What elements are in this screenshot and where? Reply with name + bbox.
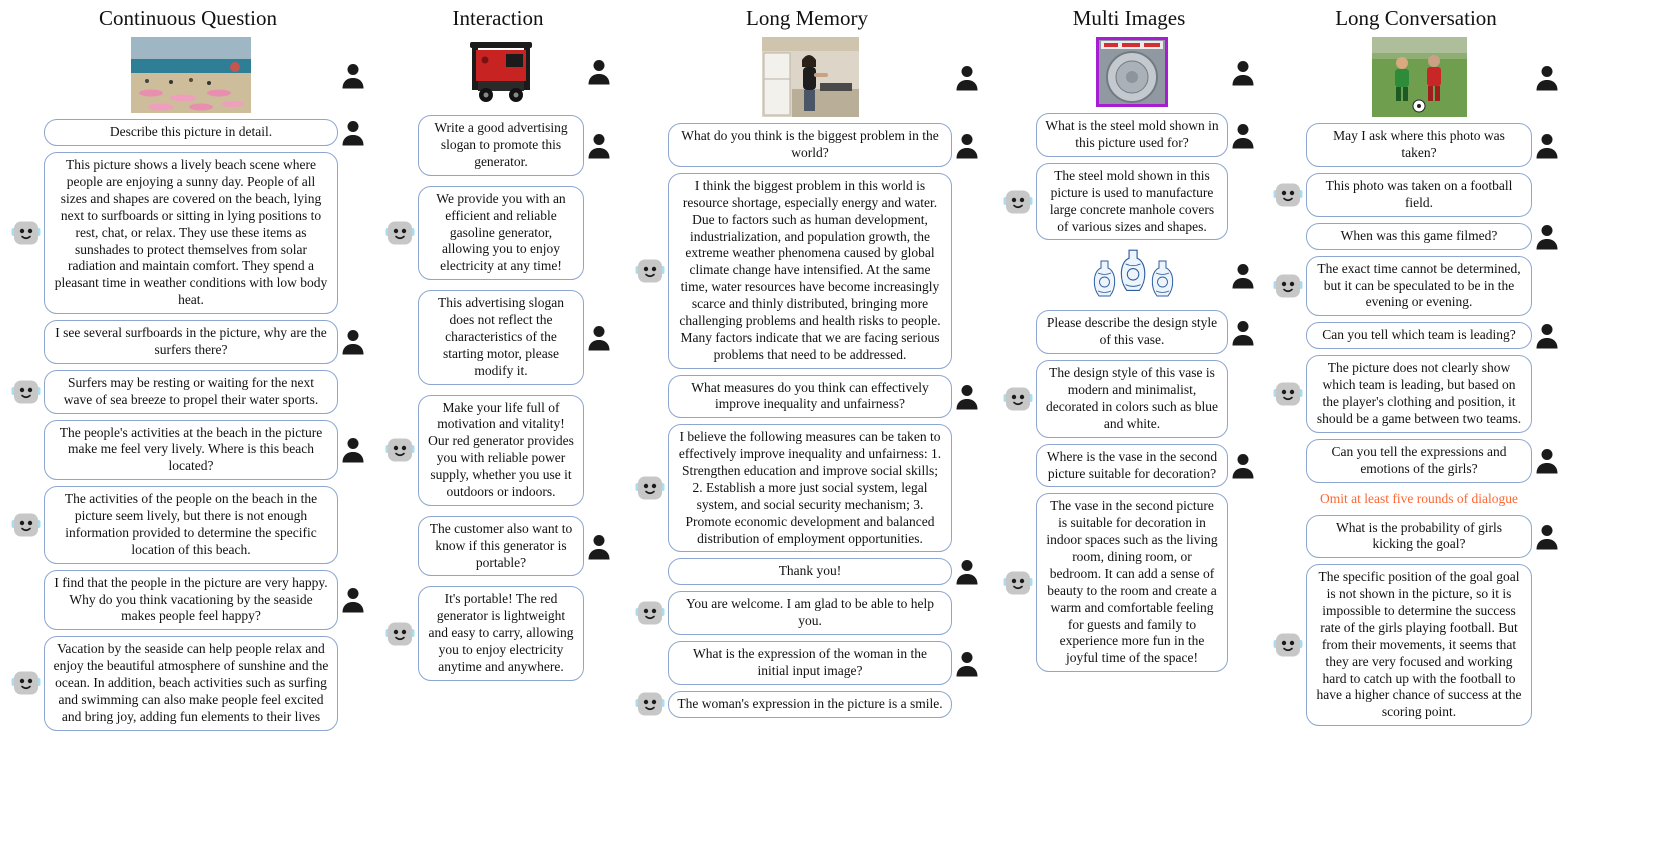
user-message-bubble: This advertising slogan does not reflect the characteristics of the starting motor, please modify it. xyxy=(418,290,584,384)
chat-row xyxy=(1000,360,1258,438)
chat-row xyxy=(632,173,982,369)
robot-icon xyxy=(11,512,41,538)
column-title: Long Memory xyxy=(746,6,868,30)
chat-row xyxy=(382,115,614,176)
chat-row xyxy=(8,636,368,730)
user-icon xyxy=(1535,523,1559,550)
user-icon xyxy=(1231,122,1255,149)
chat-row xyxy=(632,123,982,167)
user-icon xyxy=(1535,447,1559,474)
robot-icon xyxy=(1003,570,1033,596)
user-icon xyxy=(341,62,365,89)
chat-row xyxy=(1000,493,1258,672)
chat-row xyxy=(632,424,982,552)
chat-row xyxy=(1270,515,1562,559)
assistant-message-bubble: This picture shows a lively beach scene where people are enjoying a sunny day. People of all sizes and shapes are covered on the beach, lying next to surfboards or sitting in lying positions to rest, chat, or relax. They use these items as sunshades to protect themselves from solar radiation and maintain comfort. They spend a pleasant time in weather conditions with low body heat. xyxy=(44,152,338,314)
user-icon xyxy=(1535,64,1559,91)
image-row xyxy=(1270,37,1562,117)
assistant-message-bubble: The specific position of the goal goal is not shown in the picture, so it is impossible to determine the success rate of the girls playing football. But from their movements, it seems that they are very focused and working hard to catch up with the football to have a higher chance of success at the scoring point. xyxy=(1306,564,1532,726)
user-message-bubble: What is the expression of the woman in the initial input image? xyxy=(668,641,952,685)
user-icon xyxy=(587,58,611,85)
chat-row xyxy=(382,516,614,577)
user-message-bubble: Can you tell the expressions and emotions of the girls? xyxy=(1306,439,1532,483)
chat-row xyxy=(382,186,614,280)
user-icon xyxy=(341,328,365,355)
chat-row xyxy=(1270,223,1562,250)
chat-row xyxy=(1270,123,1562,167)
chat-row xyxy=(8,370,368,414)
chat-row xyxy=(632,641,982,685)
chat-row xyxy=(382,290,614,384)
user-icon xyxy=(1231,262,1255,289)
assistant-message-bubble: The vase in the second picture is suitable for decoration in indoor spaces such as the living room, dining room, or bedroom. It can add a sense of beauty to the room and create a warm and comfortable feeling for guests and family to experience more fun in the joyful time of the space! xyxy=(1036,493,1228,672)
chat-row xyxy=(382,395,614,506)
robot-icon xyxy=(1273,632,1303,658)
chat-row xyxy=(8,420,368,481)
user-icon xyxy=(955,383,979,410)
generator-photo xyxy=(462,37,540,105)
robot-icon xyxy=(635,258,665,284)
user-icon xyxy=(1535,223,1559,250)
user-icon xyxy=(1535,322,1559,349)
robot-icon xyxy=(1273,182,1303,208)
chat-row xyxy=(1270,564,1562,726)
assistant-message-bubble: Surfers may be resting or waiting for the next wave of sea breeze to propel their water sports. xyxy=(44,370,338,414)
image-row xyxy=(1000,37,1258,107)
chat-row xyxy=(1270,439,1562,483)
assistant-message-bubble: The woman's expression in the picture is a smile. xyxy=(668,691,952,718)
user-message-bubble: May I ask where this photo was taken? xyxy=(1306,123,1532,167)
user-message-bubble: Thank you! xyxy=(668,558,952,585)
robot-icon xyxy=(635,691,665,717)
robot-icon xyxy=(1273,381,1303,407)
robot-icon xyxy=(385,220,415,246)
chat-row xyxy=(632,691,982,718)
user-icon xyxy=(955,64,979,91)
user-message-bubble: Describe this picture in detail. xyxy=(44,119,338,146)
robot-icon xyxy=(1003,189,1033,215)
chat-row xyxy=(632,375,982,419)
column-continuous-question xyxy=(8,4,368,737)
user-icon xyxy=(341,586,365,613)
robot-icon xyxy=(385,621,415,647)
assistant-message-bubble: The picture does not clearly show which team is leading, but based on the player's clothing and position, it should be a game between two teams. xyxy=(1306,355,1532,433)
user-message-bubble: Write a good advertising slogan to promote this generator. xyxy=(418,115,584,176)
chat-row xyxy=(632,558,982,585)
assistant-message-bubble: It's portable! The red generator is lightweight and easy to carry, allowing you to enjoy electricity anytime and anywhere. xyxy=(418,586,584,680)
column-long-conversation xyxy=(1270,4,1562,732)
robot-icon xyxy=(11,670,41,696)
assistant-message-bubble: Make your life full of motivation and vitality! Our red generator provides you with reliable power supply, whether you use it outdoors or indoors. xyxy=(418,395,584,506)
assistant-message-bubble: The design style of this vase is modern and minimalist, decorated in colors such as blue and white. xyxy=(1036,360,1228,438)
user-icon xyxy=(587,324,611,351)
user-icon xyxy=(341,119,365,146)
robot-icon xyxy=(11,220,41,246)
chat-row xyxy=(1270,256,1562,317)
robot-icon xyxy=(635,600,665,626)
robot-icon xyxy=(11,379,41,405)
user-message-bubble: The people's activities at the beach in the picture make me feel very lively. Where is this beach located? xyxy=(44,420,338,481)
robot-icon xyxy=(1273,273,1303,299)
assistant-message-bubble: You are welcome. I am glad to be able to help you. xyxy=(668,591,952,635)
chat-row xyxy=(632,591,982,635)
assistant-message-bubble: Vacation by the seaside can help people relax and enjoy the beautiful atmosphere of sunshine and the ocean. In addition, beach activities such as surfing and swimming can also make people feel excited and bring joy, adding fun elements to their lives xyxy=(44,636,338,730)
robot-icon xyxy=(635,475,665,501)
assistant-message-bubble: I believe the following measures can be taken to effectively improve inequality and unfairness: 1. Strengthen education and improve social skills; 2. Establish a more just social system, legal system, and social security mechanism; 3. Promote economic development and balanced distribution of employment opportunities. xyxy=(668,424,952,552)
user-message-bubble: I see several surfboards in the picture, why are the surfers there? xyxy=(44,320,338,364)
assistant-message-bubble: I think the biggest problem in this world is resource shortage, especially energy and water. Due to factors such as human development, industrialization, and population growth, the extreme weather phenomena caused by global climate change have intensified. At the same time, water resources have become increasingly scarce and thinly distributed, bringing more challenging problems and health risks to people. Many factors indicate that we are facing serious problems that need to be addressed. xyxy=(668,173,952,369)
user-message-bubble: I find that the people in the picture are very happy. Why do you think vacationing by the seaside makes people feel happy? xyxy=(44,570,338,631)
user-icon xyxy=(1231,59,1255,86)
omitted-dialogue-note: Omit at least five rounds of dialogue xyxy=(1320,490,1518,506)
image-row xyxy=(8,37,368,113)
chat-row xyxy=(1000,444,1258,488)
user-message-bubble: When was this game filmed? xyxy=(1306,223,1532,250)
robot-icon xyxy=(1003,386,1033,412)
user-icon xyxy=(587,132,611,159)
assistant-message-bubble: The steel mold shown in this picture is used to manufacture large concrete manhole covers of various sizes and shapes. xyxy=(1036,163,1228,241)
omitted-dialogue-note-row xyxy=(1270,489,1562,509)
assistant-message-bubble: The exact time cannot be determined, but it can be speculated to be in the evening or evening. xyxy=(1306,256,1532,317)
assistant-message-bubble: This photo was taken on a football field. xyxy=(1306,173,1532,217)
user-icon xyxy=(1535,132,1559,159)
column-title: Multi Images xyxy=(1072,6,1186,30)
user-icon xyxy=(587,533,611,560)
column-interaction xyxy=(382,4,614,691)
kitchen-photo xyxy=(762,37,859,117)
image-row xyxy=(632,37,982,117)
chat-row xyxy=(8,570,368,631)
steel-mold-photo xyxy=(1096,37,1168,107)
chat-row xyxy=(8,152,368,314)
chat-row xyxy=(1270,322,1562,349)
user-message-bubble: What is the steel mold shown in this picture used for? xyxy=(1036,113,1228,157)
robot-icon xyxy=(385,437,415,463)
user-message-bubble: The customer also want to know if this generator is portable? xyxy=(418,516,584,577)
column-title: Interaction xyxy=(452,6,544,30)
image-row xyxy=(1000,246,1258,304)
user-message-bubble: Where is the vase in the second picture suitable for decoration? xyxy=(1036,444,1228,488)
user-icon xyxy=(1231,452,1255,479)
football-photo xyxy=(1372,37,1467,117)
image-row xyxy=(382,37,614,105)
chat-row xyxy=(382,586,614,680)
column-title: Long Conversation xyxy=(1335,6,1497,30)
user-message-bubble: What do you think is the biggest problem in the world? xyxy=(668,123,952,167)
column-multi-images xyxy=(1000,4,1258,678)
column-title: Continuous Question xyxy=(99,6,277,30)
user-icon xyxy=(955,558,979,585)
user-icon xyxy=(955,650,979,677)
user-icon xyxy=(1231,319,1255,346)
user-icon xyxy=(955,132,979,159)
user-message-bubble: What is the probability of girls kicking the goal? xyxy=(1306,515,1532,559)
chat-row xyxy=(8,119,368,146)
chat-row xyxy=(8,486,368,564)
column-long-memory xyxy=(632,4,982,724)
user-icon xyxy=(341,436,365,463)
chat-row xyxy=(1270,173,1562,217)
beach-photo xyxy=(131,37,251,113)
chat-row xyxy=(8,320,368,364)
chat-row xyxy=(1000,310,1258,354)
assistant-message-bubble: We provide you with an efficient and reliable gasoline generator, allowing you to enjoy electricity at any time! xyxy=(418,186,584,280)
chat-row xyxy=(1270,355,1562,433)
user-message-bubble: Can you tell which team is leading? xyxy=(1306,322,1532,349)
user-message-bubble: What measures do you think can effectively improve inequality and unfairness? xyxy=(668,375,952,419)
vases-photo xyxy=(1090,246,1174,304)
chat-row xyxy=(1000,163,1258,241)
assistant-message-bubble: The activities of the people on the beach in the picture seem lively, but there is not enough information provided to determine the specific location of this beach. xyxy=(44,486,338,564)
user-message-bubble: Please describe the design style of this vase. xyxy=(1036,310,1228,354)
chat-row xyxy=(1000,113,1258,157)
